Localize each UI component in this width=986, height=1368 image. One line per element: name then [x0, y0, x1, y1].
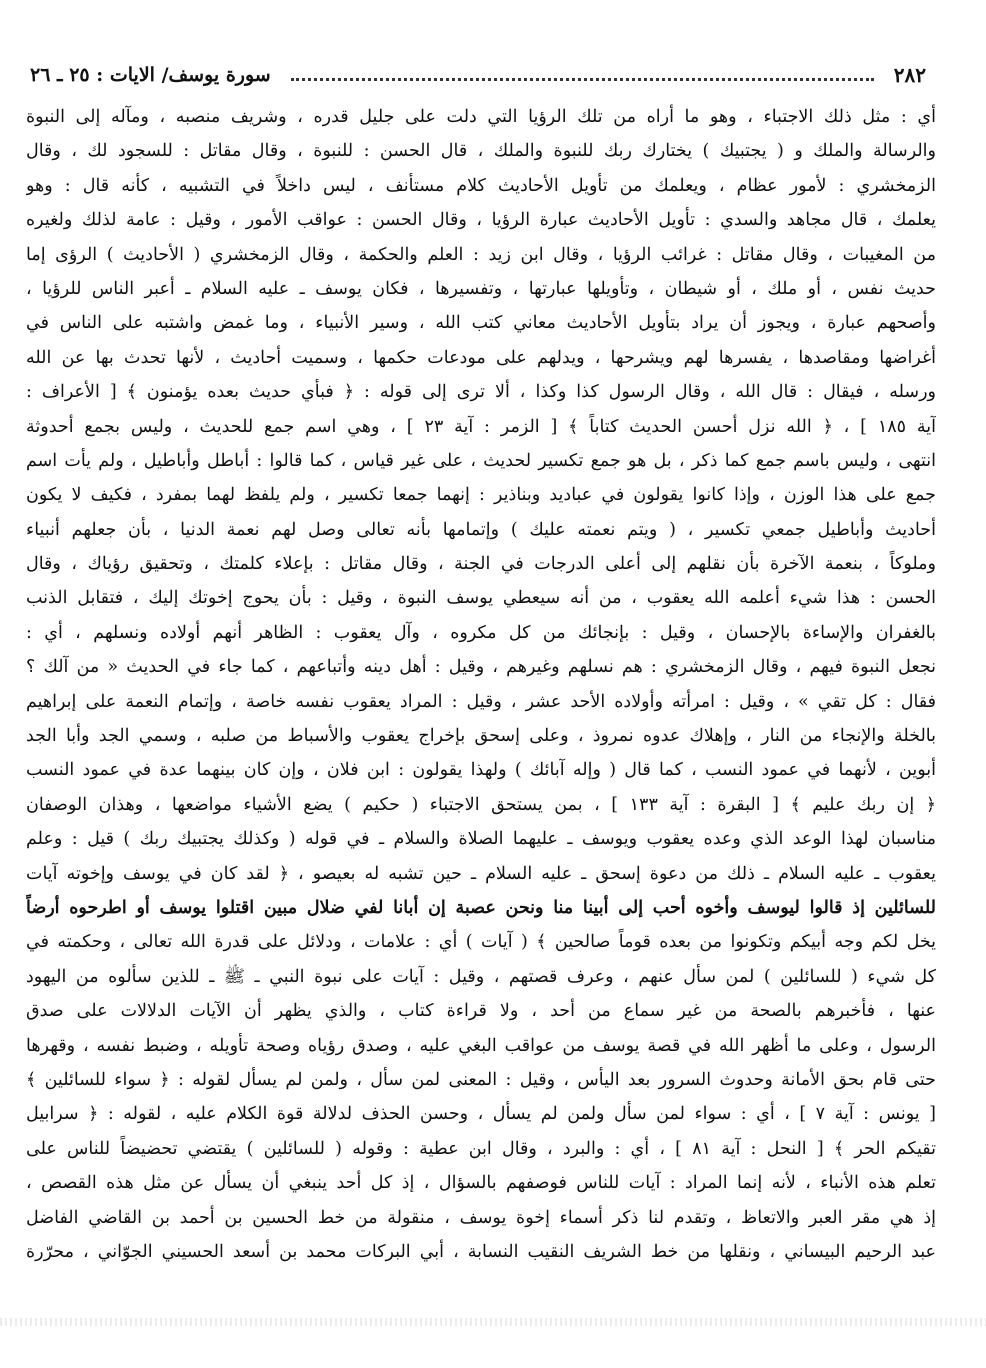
text-line: كل شيء ( للسائلين ) لمن سأل عنهم ، وعرف قصتهم ، وقيل : آيات على نبوة النبي ـ ﷺ ـ للذين سألوه من اليهود — [26, 966, 936, 987]
text-line: انتهى ، وليس باسم جمع كما ذكر ، بل هو جمع تكسير لحديث ، على غير قياس ، كما قالوا : أباطل وأباطيل ، ولم يأت اسم — [26, 450, 936, 471]
text-line: آية ١٨٥ ] ، ﴿ الله نزل أحسن الحديث كتاباً ﴾ [ الزمر : آية ٢٣ ] ، وهي اسم جمع للحديث ، وليس بجمع أحدوثة — [26, 416, 936, 437]
text-line: عبد الرحيم البيساني ، ونقلها من خط الشريف النقيب النسابة ، أبي البركات محمد بن أسعد الحسيني الجوّاني ، محرّرة — [26, 1241, 936, 1262]
text-line: والرسالة والملك و ( يجتبيك ) يختارك ربك للنبوة والملك ، قال الحسن : للنبوة ، وقال مقاتل : للسجود لك ، وقال — [26, 141, 936, 162]
text-line: بالغفران والإساءة بالإحسان ، وقيل : بإنجائك من كل مكروه ، وآل يعقوب : الظاهر أنهم أولاده ونسلهم ، أي : — [26, 622, 936, 643]
text-line: يخل لكم وجه أبيكم وتكونوا من بعده قوماً صالحين ﴾ ( آيات ) أي : علامات ، ودلائل على قدرة الله تعالى ، وحكمته في — [26, 932, 936, 953]
running-title: سورة يوسف/ الايات : ٢٥ ـ ٢٦ — [30, 64, 271, 86]
text-line: بالخلة والإنجاء من النار ، وإهلاك عدوه نمروذ ، وعلى إسحق بإخراج يعقوب والأسباط من صلبه ، وسمي الجد وأبا الجد — [26, 726, 936, 747]
page-number: ٢٨٢ — [893, 63, 926, 87]
scan-edge-noise — [0, 1318, 986, 1326]
text-line: تعلم هذه الأنباء ، لأنه إنما المراد : آيات للناس فوصفهم بالسؤال ، إذ كل أحد ينبغي أن يسأل عن مثل هذه القصص ، — [26, 1173, 936, 1194]
text-line: أحاديث وأباطيل جمعي تكسير ، ( ويتم نعمته عليك ) وإتمامها بأنه تعالى وصل لهم نعمة الدنيا ، بأن جعلهم أنبياء — [26, 519, 936, 540]
page-header — [30, 60, 926, 90]
text-line: الزمخشري : لأمور عظام ، ويعلمك من تأويل الأحاديث كلام مستأنف ، ليس داخلاً في التشبيه ، كأنه قال : وهو — [26, 175, 936, 196]
text-line: الحسن : هذا شيء أعلمه الله يعقوب ، من أنه سيعطي يوسف النبوة ، وقيل : بأن يحوج إخوتك إليك ، فتقابل الذنب — [26, 588, 936, 609]
text-line: وأصحهم عبارة ، ويجوز أن يراد بتأويل الأحاديث معاني كتب الله ، وسير الأنبياء ، وما غمض واشتبه على الناس في — [26, 313, 936, 334]
text-line: مناسبان لهذا الوعد الذي وعده يعقوب ويوسف ـ عليهما الصلاة والسلام ـ في قوله ( وكذلك يجتبيك ربك ) قيل : وعلم — [26, 829, 936, 850]
header-dotted-leader — [291, 78, 874, 81]
text-line: ورسله ، فيقال : قال الله ، وقال الرسول كذا وكذا ، ألا ترى إلى قوله : ﴿ فبأي حديث بعده يؤمنون ﴾ [ الأعراف : — [26, 382, 936, 403]
text-line: من المغيبات ، وقال مقاتل : غرائب الرؤيا ، وقال ابن زيد : العلم والحكمة ، وقال الزمخشري ( الأحاديث ) الرؤى إما — [26, 244, 936, 265]
text-line: حديث نفس ، أو ملك ، أو شيطان ، وتأويلها عبارتها ، وتفسيرها ، فكان يوسف ـ عليه السلام ـ أعبر الناس للرؤيا ، — [26, 278, 936, 299]
text-line: وملوكاً ، بنعمة الآخرة بأن نقلهم إلى أعلى الدرجات في الجنة ، وقال مقاتل : بإعلاء كلمتك ، وتحقيق رؤياك ، وقال — [26, 554, 936, 575]
text-line: يعقوب ـ عليه السلام ـ ذلك من دعوة إسحق ـ عليه السلام ـ حين تشبه له بعيصو ، ﴿ لقد كان في يوسف وإخوته آيات — [26, 863, 936, 884]
text-line: إذ هي مقر العبر والاتعاظ ، وتقدم لنا ذكر أسماء إخوة يوسف ، منقولة من خط الحسين بن أحمد بن القاضي الفاضل — [26, 1207, 936, 1228]
text-line: [ يونس : آية ٧ ] ، أي : سواء لمن سأل ولمن لم يسأل ، وحسن الحذف لدلالة قوة الكلام عليه ، لقوله : ﴿ سرابيل — [26, 1104, 936, 1125]
text-line: حتى قام بحق الأمانة وحدوث السرور بعد اليأس ، وقيل : المعنى لمن سأل ، ولمن لم يسأل لقوله : ﴿ سواء للسائلين ﴾ — [26, 1069, 936, 1090]
text-line: أبوين ، لأنهما في عمود النسب ، كما قال ( وإله آبائك ) ولهذا يقولون : ابن فلان ، وإن كان بينهما عدة في عمود النسب — [26, 760, 936, 781]
text-line: نجعل النبوة فيهم ، وقال الزمخشري : هم نسلهم وغيرهم ، وقيل : أهل دينه وأتباعهم ، كما جاء في الحديث « من آلك ؟ — [26, 657, 936, 678]
quran-verse-line: للسائلين إذ قالوا ليوسف وأخوه أحب إلى أبينا منا ونحن عصبة إن أبانا لفي ضلال مبين اقتلوا يوسف أو اطرحوه أرضاً — [26, 897, 936, 918]
text-line: عنها ، فأخبرهم بالصحة من غير سماع من أحد ، ولا قراءة كتاب ، والذي يظهر أن الآيات الدلالات على صدق — [26, 1001, 936, 1022]
text-line: أي : مثل ذلك الاجتباء ، وهو ما أراه من تلك الرؤيا التي دلت على جليل قدره ، وشريف منصبه ، ومآله إلى النبوة — [26, 107, 936, 127]
text-line: أغراضها ومقاصدها ، يفسرها لهم ويشرحها ، ويدلهم على مودعات حكمها ، وسميت أحاديث ، لأنها تحدث بها عن الله — [26, 347, 936, 368]
text-line: تقيكم الحر ﴾ [ النحل : آية ٨١ ] ، أي : والبرد ، وقال ابن عطية : وقوله ( للسائلين ) يقتضي تحضيضاً للناس على — [26, 1138, 936, 1159]
text-line: يعلمك ، قال مجاهد والسدي : تأويل الأحاديث عبارة الرؤيا ، وقال الحسن : عواقب الأمور ، وقيل : عامة لذلك ولغيره — [26, 210, 936, 231]
text-line: جمع على هذا الوزن ، وإذا كانوا يقولون في عباديد وبناذير : إنهما جمعا تكسير ، ولم يلفظ لهما بمفرد ، فكيف لا يكون — [26, 485, 936, 506]
body-text — [26, 100, 936, 1269]
text-line: فقال : كل تقي » ، وقيل : امرأته وأولاده الأحد عشر ، وقيل : المراد يعقوب نفسه خاصة ، وإتمام النعمة على إبراهيم — [26, 691, 936, 712]
text-line: ﴿ إن ربك عليم ﴾ [ البقرة : آية ١٣٣ ] ، بمن يستحق الاجتباء ( حكيم ) يضع الأشياء مواضعها ، وهذان الوصفان — [26, 794, 936, 815]
text-line: الرسول ، وعلى ما أظهر الله في قصة يوسف من عواقب البغي عليه ، وصدق رؤياه وصحة تأويله ، وضبط نفسه ، وقهرها — [26, 1035, 936, 1056]
